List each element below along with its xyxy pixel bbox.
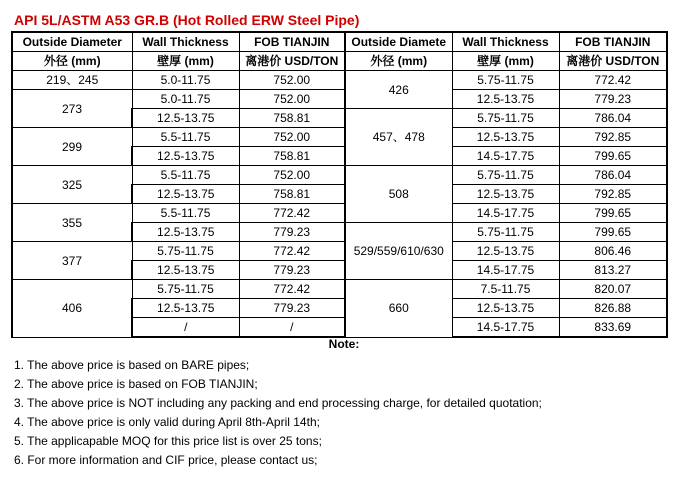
fob-price-cell: 799.65 (559, 223, 667, 242)
header-fob-tianjin: FOB TIANJIN (239, 32, 345, 52)
wall-thickness-cell: 5.75-11.75 (452, 223, 559, 242)
wall-thickness-cell: 12.5-13.75 (452, 128, 559, 147)
page-title: API 5L/ASTM A53 GR.B (Hot Rolled ERW Steel Pipe) (14, 12, 360, 28)
wall-thickness-cell: 7.5-11.75 (452, 280, 559, 299)
table-row (12, 280, 667, 299)
fob-price-cell: 806.46 (559, 242, 667, 261)
wall-thickness-cell: 5.0-11.75 (132, 71, 239, 90)
wall-thickness-cell: 5.75-11.75 (452, 71, 559, 90)
wall-thickness-cell: 12.5-13.75 (132, 147, 239, 166)
fob-price-cell: 799.65 (559, 204, 667, 223)
wall-thickness-cell: 5.75-11.75 (452, 166, 559, 185)
header-outside-diameter: Outside Diameter (12, 32, 132, 52)
fob-price-cell: 779.23 (239, 223, 345, 242)
note-item: 5. The applicapable MOQ for this price list is over 25 tons; (14, 434, 322, 448)
fob-price-cell: 758.81 (239, 109, 345, 128)
outside-diameter-cell: 457、478 (345, 109, 452, 166)
outside-diameter-cell: 299 (12, 128, 132, 166)
fob-price-cell: 792.85 (559, 128, 667, 147)
outside-diameter-cell: 273 (12, 90, 132, 128)
price-table (11, 31, 668, 338)
table-row (12, 242, 667, 261)
wall-thickness-cell: 12.5-13.75 (132, 223, 239, 242)
fob-price-cell: 813.27 (559, 261, 667, 280)
wall-thickness-cell: 14.5-17.75 (452, 318, 559, 338)
outside-diameter-cell: 406 (12, 280, 132, 338)
fob-price-cell: 752.00 (239, 71, 345, 90)
header-outside-diameter-cn: 外径 (mm) (12, 52, 132, 71)
header-row-en (12, 32, 667, 52)
fob-price-cell: 752.00 (239, 90, 345, 109)
wall-thickness-cell: 12.5-13.75 (132, 261, 239, 280)
wall-thickness-cell: 14.5-17.75 (452, 261, 559, 280)
fob-price-cell: 779.23 (559, 90, 667, 109)
fob-price-cell: 820.07 (559, 280, 667, 299)
wall-thickness-cell: 5.5-11.75 (132, 204, 239, 223)
note-item: 6. For more information and CIF price, please contact us; (14, 453, 318, 467)
header-fob-tianjin-cn: 离港价 USD/TON (239, 52, 345, 71)
wall-thickness-cell: 5.5-11.75 (132, 166, 239, 185)
table-row (12, 71, 667, 90)
fob-price-cell: 752.00 (239, 166, 345, 185)
fob-price-cell: 779.23 (239, 261, 345, 280)
header-wall-thickness-2-cn: 壁厚 (mm) (452, 52, 559, 71)
note-item: 1. The above price is based on BARE pipes; (14, 358, 250, 372)
fob-price-cell: 758.81 (239, 185, 345, 204)
outside-diameter-cell: 377 (12, 242, 132, 280)
table-row (12, 204, 667, 223)
wall-thickness-cell: 12.5-13.75 (132, 109, 239, 128)
fob-price-cell: 786.04 (559, 166, 667, 185)
outside-diameter-cell: 508 (345, 166, 452, 223)
wall-thickness-cell: / (132, 318, 239, 338)
outside-diameter-cell: 529/559/610/630 (345, 223, 452, 280)
header-wall-thickness-cn: 壁厚 (mm) (132, 52, 239, 71)
fob-price-cell: 752.00 (239, 128, 345, 147)
header-outside-diameter-2: Outside Diamete (345, 32, 452, 52)
table-row (12, 128, 667, 147)
header-fob-tianjin-2-cn: 离港价 USD/TON (559, 52, 667, 71)
fob-price-cell: 772.42 (239, 280, 345, 299)
table-row (12, 90, 667, 109)
notes-list (14, 356, 542, 470)
wall-thickness-cell: 12.5-13.75 (132, 299, 239, 318)
wall-thickness-cell: 5.0-11.75 (132, 90, 239, 109)
wall-thickness-cell: 12.5-13.75 (452, 185, 559, 204)
note-item: 3. The above price is NOT including any packing and end processing charge, for detailed quotation; (14, 396, 542, 410)
outside-diameter-cell: 660 (345, 280, 452, 338)
header-outside-diameter-2-cn: 外径 (mm) (345, 52, 452, 71)
table-row (12, 166, 667, 185)
note-item: 2. The above price is based on FOB TIANJIN; (14, 377, 258, 391)
fob-price-cell: 772.42 (239, 204, 345, 223)
wall-thickness-cell: 5.75-11.75 (132, 280, 239, 299)
outside-diameter-cell: 355 (12, 204, 132, 242)
fob-price-cell: 799.65 (559, 147, 667, 166)
fob-price-cell: 779.23 (239, 299, 345, 318)
fob-price-cell: 758.81 (239, 147, 345, 166)
header-fob-tianjin-2: FOB TIANJIN (559, 32, 667, 52)
fob-price-cell: 792.85 (559, 185, 667, 204)
wall-thickness-cell: 12.5-13.75 (132, 185, 239, 204)
fob-price-cell: 826.88 (559, 299, 667, 318)
wall-thickness-cell: 14.5-17.75 (452, 147, 559, 166)
wall-thickness-cell: 12.5-13.75 (452, 90, 559, 109)
header-wall-thickness-2: Wall Thickness (452, 32, 559, 52)
fob-price-cell: 772.42 (559, 71, 667, 90)
note-item: 4. The above price is only valid during April 8th-April 14th; (14, 415, 320, 429)
wall-thickness-cell: 14.5-17.75 (452, 204, 559, 223)
outside-diameter-cell: 426 (345, 71, 452, 109)
fob-price-cell: 772.42 (239, 242, 345, 261)
wall-thickness-cell: 5.75-11.75 (452, 109, 559, 128)
wall-thickness-cell: 5.75-11.75 (132, 242, 239, 261)
header-row-cn (12, 52, 667, 71)
fob-price-cell: 786.04 (559, 109, 667, 128)
header-wall-thickness: Wall Thickness (132, 32, 239, 52)
note-title: Note: (328, 337, 360, 351)
outside-diameter-cell: 219、245 (12, 71, 132, 90)
wall-thickness-cell: 5.5-11.75 (132, 128, 239, 147)
fob-price-cell: / (239, 318, 345, 338)
fob-price-cell: 833.69 (559, 318, 667, 338)
wall-thickness-cell: 12.5-13.75 (452, 242, 559, 261)
outside-diameter-cell: 325 (12, 166, 132, 204)
wall-thickness-cell: 12.5-13.75 (452, 299, 559, 318)
